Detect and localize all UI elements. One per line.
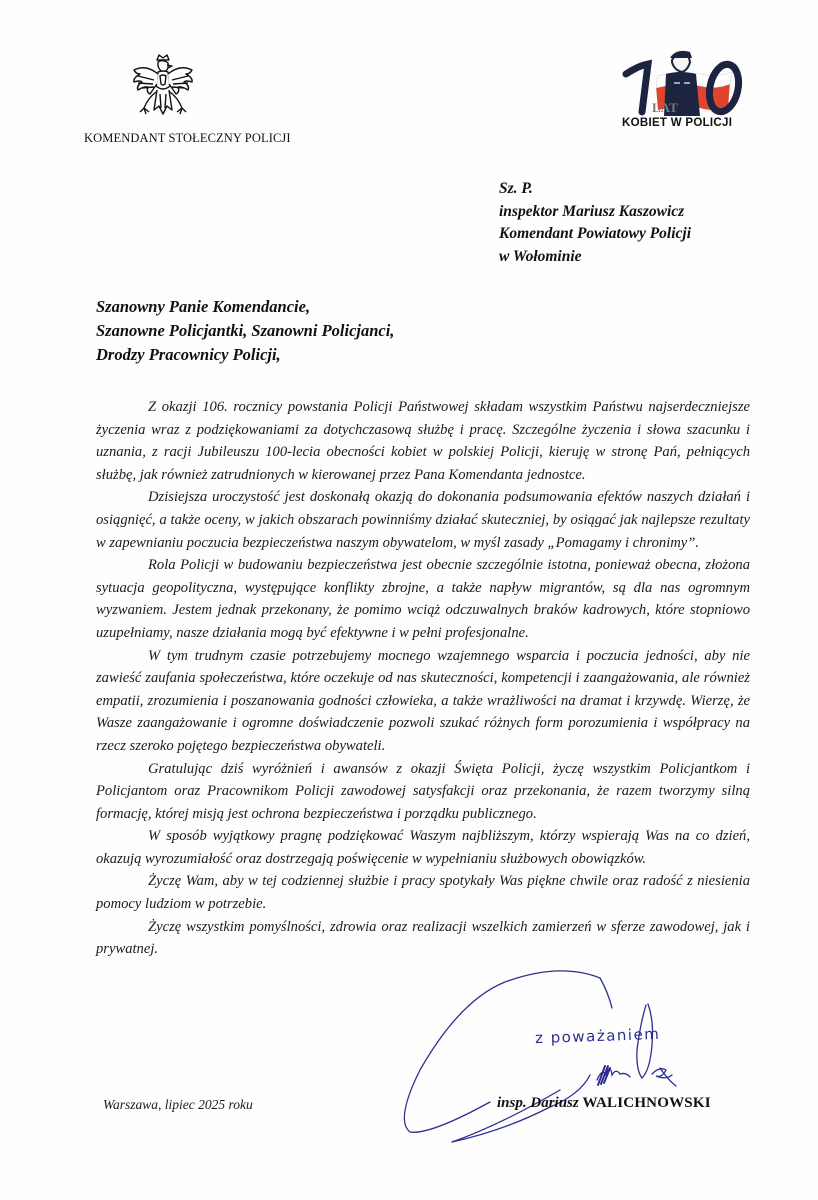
addressee-line: Sz. P. (499, 180, 533, 197)
svg-text:LAT: LAT (652, 100, 678, 115)
signer-name (497, 1095, 711, 1112)
body-paragraph: Życzę wszystkim pomyślności, zdrowia oraz realizacji wszelkich zamierzeń w sferze zawodowej, jak i prywatnej. (96, 918, 750, 958)
addressee-line: inspektor Mariusz Kaszowicz (499, 202, 685, 220)
letter-body (96, 396, 750, 961)
polish-eagle-emblem-icon (128, 52, 198, 132)
salutation-line: Drodzy Pracownicy Policji, (96, 345, 281, 364)
body-paragraph: Rola Policji w budowaniu bezpieczeństwa jest obecnie szczególnie istotna, ponieważ obecna, złożona sytuacja geopolityczna, występujące konflikty zbrojne, a także napływ migrantów, są dla nas ogromnym wyzwaniem. Jestem jednak przekonany, że pomimo wciąż odczuwalnych braków kadrowych, które stopniowo uzupełniamy, nasze działania mogą być efektywne i w pełni profesjonalne. (96, 557, 750, 641)
signer-first-name: Dariusz (530, 1095, 579, 1111)
handwritten-regards: z poważaniem (534, 1024, 661, 1048)
body-paragraph: Życzę Wam, aby w tej codziennej służbie i pracy spotykały Was piękne chwile oraz radość z niesienia pomocy ludziom w potrzebie. (96, 873, 750, 913)
salutation-block (96, 295, 394, 367)
salutation-line: Szanowny Panie Komendancie, (96, 297, 311, 316)
body-paragraph: Dzisiejsza uroczystość jest doskonałą okazją do dokonania podsumowania efektów naszych działań i osiągnięć, a także oceny, w jakich obszarach powinniśmy działać skuteczniej, by osiągać jak najlepsze rezultaty w zapewnianiu poczucia bezpieczeństwa naszym obywatelom, w myśl zasady „Pomagamy i chronimy”. (96, 489, 750, 551)
body-paragraph: W tym trudnym czasie potrzebujemy mocnego wzajemnego wsparcia i poczucia jedności, aby nie zawieść zaufania społeczeństwa, które oczekuje od nas skuteczności, kompetencji i zaangażowania, ale również empatii, zrozumienia i poszanowania godności człowieka, a także wrażliwości na dramat i krzywdę. Wierzę, że Wasze zaangażowanie i ogromne doświadczenie pozwoli szukać różnych form porozumienia i współpracy na rzecz szeroko pojętego bezpieczeństwa obywateli. (96, 647, 750, 754)
salutation-line: Szanowne Policjantki, Szanowni Policjanci, (96, 321, 395, 340)
place-date: Warszawa, lipiec 2025 roku (103, 1097, 253, 1112)
signer-rank: insp. (497, 1095, 527, 1111)
addressee-block (499, 178, 691, 268)
logo-caption: KOBIET W POLICJI (622, 117, 733, 129)
signer-surname: WALICHNOWSKI (582, 1095, 711, 1111)
body-paragraph: Gratulując dziś wyróżnień i awansów z okazji Święta Policji, życzę wszystkim Policjantkom i Policjantom oraz Pracownikom Policji zawodowej satysfakcji oraz przekonania, że razem tworzymy silną formację, której misją jest ochrona bezpieczeństwa i porządku publicznego. (96, 760, 750, 822)
institution-title: KOMENDANT STOŁECZNY POLICJI (84, 131, 291, 145)
100-lat-kobiet-logo-icon (618, 44, 748, 122)
body-paragraph: W sposób wyjątkowy pragnę podziękować Waszym najbliższym, którzy wspierają Was na co dzień, okazują wyrozumiałość oraz dostrzegają poświęcenie w wypełnianiu służbowych obowiązków. (96, 828, 750, 867)
body-paragraph: Z okazji 106. rocznicy powstania Policji Państwowej składam wszystkim Państwu najserdeczniejsze życzenia wraz z podziękowaniami za dotychczasową służbę i pracę. Szczególne życzenia i słowa szacunku i uznania, z racji Jubileuszu 100-lecia obecności kobiet w polskiej Policji, kieruję w stronę Pań, pełniących służbę, jak również zatrudnionych w kierowanej przez Pana Komendanta jednostce. (96, 399, 750, 483)
addressee-line: Komendant Powiatowy Policji (499, 225, 692, 242)
addressee-line: w Wołominie (499, 247, 582, 265)
